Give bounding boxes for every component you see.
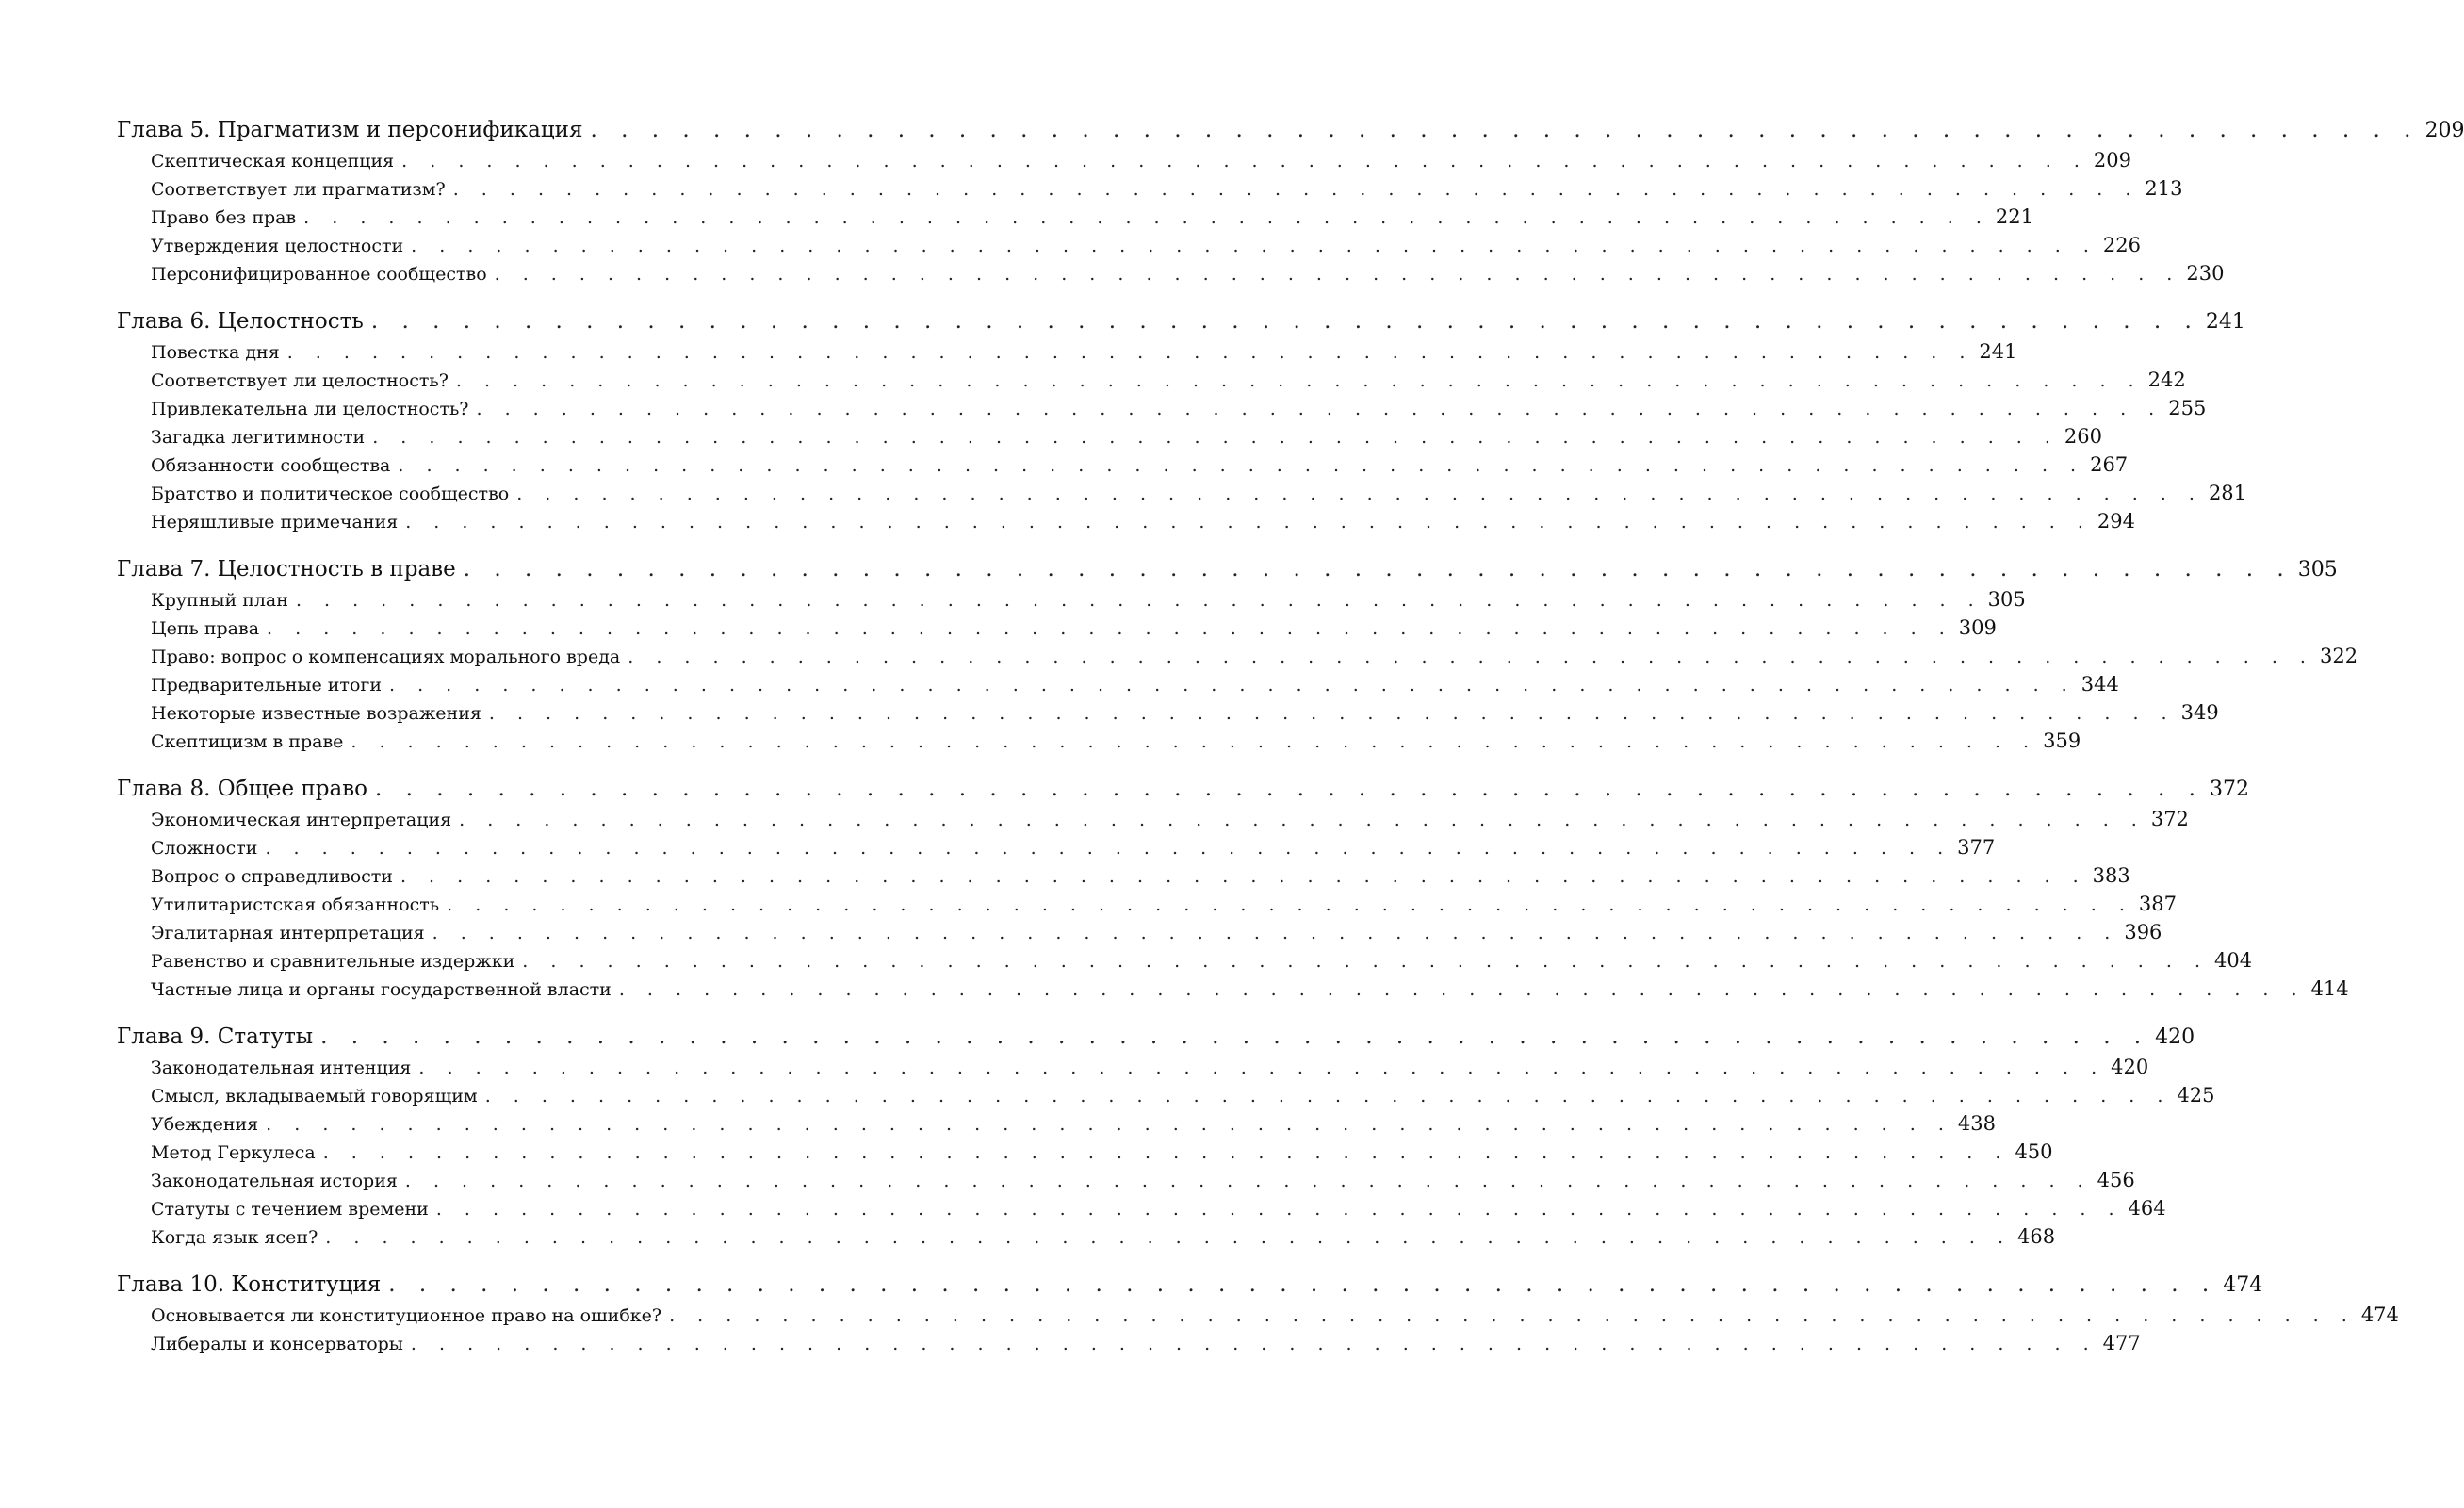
chapter-entry (117, 115, 2464, 146)
chapter-entry (117, 1022, 2195, 1053)
section-entry-title: Эгалитарная интерпретация (151, 923, 425, 943)
dot-leader: . . . . . . . . . . . . . . . . . . . . . . . . . . . . . . . . . . . . . . . . . . . . . . . . . . . . . . . . . . . . (351, 731, 2038, 752)
dot-leader: . . . . . . . . . . . . . . . . . . . . . . . . . . . . . . . . . . . . . . . . . . . . . . . . . . . . . . . . . . . . (463, 557, 2293, 582)
chapter-entry-page-number: 474 (2223, 1273, 2263, 1297)
dot-leader: . . . . . . . . . . . . . . . . . . . . . . . . . . . . . . . . . . . . . . . . . . . . . . . . . . . . . . . . . . . . (476, 399, 2163, 419)
section-entry-page-number: 322 (2319, 645, 2358, 667)
chapter-entry-page-number: 305 (2297, 558, 2338, 582)
section-entry-title: Статуты с течением времени (151, 1199, 429, 1220)
section-entry (117, 1194, 2166, 1222)
section-entry (117, 1166, 2135, 1194)
dot-leader: . . . . . . . . . . . . . . . . . . . . . . . . . . . . . . . . . . . . . . . . . . . . . . . . . . . . . . . . . . . . (400, 866, 2087, 887)
dot-leader: . . . . . . . . . . . . . . . . . . . . . . . . . . . . . . . . . . . . . . . . . . . . . . . . . . . . . . . . . . . . (389, 675, 2076, 696)
chapter-entry-page-number: 372 (2209, 778, 2249, 801)
section-entry (117, 918, 2162, 946)
chapter-entry-page-number: 209 (2424, 119, 2464, 142)
section-entry-page-number: 474 (2360, 1303, 2399, 1326)
section-entry (117, 203, 2033, 231)
section-entry-page-number: 438 (1957, 1112, 1996, 1135)
section-entry-title: Основывается ли конституционное право на ошибке? (151, 1305, 662, 1326)
table-of-contents (117, 115, 2464, 1376)
dot-leader: . . . . . . . . . . . . . . . . . . . . . . . . . . . . . . . . . . . . . . . . . . . . . . . . . . . . . . . . . . . . (267, 618, 1953, 639)
dot-leader: . . . . . . . . . . . . . . . . . . . . . . . . . . . . . . . . . . . . . . . . . . . . . . . . . . . . . . . . . . . . (447, 894, 2133, 915)
section-entry-title: Убеждения (151, 1114, 259, 1135)
dot-leader: . . . . . . . . . . . . . . . . . . . . . . . . . . . . . . . . . . . . . . . . . . . . . . . . . . . . . . . . . . . . (628, 647, 2314, 667)
section-entry (117, 642, 2358, 670)
section-entry-title: Либералы и консерваторы (151, 1334, 403, 1354)
section-entry-page-number: 309 (1958, 616, 1997, 639)
section-entry-page-number: 230 (2186, 262, 2225, 285)
section-entry-page-number: 450 (2015, 1140, 2053, 1163)
chapter-block (117, 115, 2464, 287)
section-entry-title: Неряшливые примечания (151, 512, 399, 533)
section-entry-page-number: 425 (2177, 1084, 2215, 1106)
section-entry (117, 1138, 2053, 1166)
section-entry-title: Сложности (151, 838, 258, 859)
section-entry-page-number: 420 (2111, 1056, 2149, 1078)
section-entry (117, 259, 2225, 287)
section-entry-page-number: 281 (2208, 482, 2247, 504)
section-entry (117, 1329, 2141, 1357)
dot-leader: . . . . . . . . . . . . . . . . . . . . . . . . . . . . . . . . . . . . . . . . . . . . . . . . . . . . . . . . . . . . (410, 1334, 2097, 1354)
section-entry (117, 146, 2131, 174)
section-entry (117, 614, 1997, 642)
section-entry-page-number: 456 (2097, 1169, 2135, 1191)
section-entry-title: Соответствует ли целостность? (151, 370, 449, 391)
dot-leader: . . . . . . . . . . . . . . . . . . . . . . . . . . . . . . . . . . . . . . . . . . . . . . . . . . . . . . . . . . . . (286, 342, 1974, 363)
section-entry (117, 670, 2119, 698)
section-entry (117, 422, 2103, 451)
section-entry (117, 479, 2247, 507)
chapter-entry (117, 774, 2249, 805)
dot-leader: . . . . . . . . . . . . . . . . . . . . . . . . . . . . . . . . . . . . . . . . . . . . . . . . . . . . . . . . . . . . (452, 179, 2140, 200)
section-entry-page-number: 294 (2097, 510, 2135, 533)
dot-leader: . . . . . . . . . . . . . . . . . . . . . . . . . . . . . . . . . . . . . . . . . . . . . . . . . . . . . . . . . . . . (370, 309, 2200, 334)
section-entry (117, 975, 2349, 1003)
section-entry-title: Предварительные итоги (151, 675, 382, 696)
section-entry (117, 1081, 2215, 1109)
section-entry-title: Повестка дня (151, 342, 280, 363)
chapter-entry-title: Глава 9. Статуты (117, 1024, 314, 1049)
dot-leader: . . . . . . . . . . . . . . . . . . . . . . . . . . . . . . . . . . . . . . . . . . . . . . . . . . . . . . . . . . . . (374, 777, 2204, 801)
section-entry-page-number: 213 (2145, 177, 2183, 200)
section-entry-title: Право: вопрос о компенсациях морального вреда (151, 647, 621, 667)
section-entry-page-number: 404 (2214, 949, 2253, 972)
dot-leader: . . . . . . . . . . . . . . . . . . . . . . . . . . . . . . . . . . . . . . . . . . . . . . . . . . . . . . . . . . . . (669, 1305, 2356, 1326)
section-entry (117, 727, 2081, 755)
section-entry (117, 698, 2219, 727)
dot-leader: . . . . . . . . . . . . . . . . . . . . . . . . . . . . . . . . . . . . . . . . . . . . . . . . . . . . . . . . . . . . (411, 236, 2097, 256)
section-entry-title: Соответствует ли прагматизм? (151, 179, 446, 200)
section-entry-title: Цепь права (151, 618, 260, 639)
chapter-block (117, 774, 2349, 1003)
section-entry-page-number: 242 (2147, 369, 2186, 391)
section-entry (117, 1053, 2149, 1081)
section-entry-title: Законодательная интенция (151, 1057, 412, 1078)
dot-leader: . . . . . . . . . . . . . . . . . . . . . . . . . . . . . . . . . . . . . . . . . . . . . . . . . . . . . . . . . . . . (516, 484, 2203, 504)
dot-leader: . . . . . . . . . . . . . . . . . . . . . . . . . . . . . . . . . . . . . . . . . . . . . . . . . . . . . . . . . . . . (494, 264, 2181, 285)
section-entry-page-number: 383 (2092, 864, 2130, 887)
section-entry (117, 337, 2017, 366)
chapter-entry-title: Глава 10. Конституция (117, 1272, 382, 1297)
section-entry-page-number: 396 (2124, 921, 2162, 943)
chapter-entry-page-number: 420 (2155, 1025, 2195, 1049)
section-entry-page-number: 305 (1987, 588, 2026, 611)
section-entry (117, 833, 1996, 861)
section-entry-title: Когда язык ясен? (151, 1227, 318, 1248)
section-entry-page-number: 221 (1995, 205, 2033, 228)
chapter-entry (117, 554, 2338, 585)
section-entry-title: Метод Геркулеса (151, 1142, 316, 1163)
chapter-entry (117, 1270, 2263, 1301)
section-entry-title: Персонифицированное сообщество (151, 264, 487, 285)
section-entry-page-number: 359 (2043, 729, 2081, 752)
dot-leader: . . . . . . . . . . . . . . . . . . . . . . . . . . . . . . . . . . . . . . . . . . . . . . . . . . . . . . . . . . . . (401, 151, 2088, 172)
chapter-entry-title: Глава 5. Прагматизм и персонификация (117, 118, 583, 142)
section-entry-title: Вопрос о справедливости (151, 866, 393, 887)
section-entry-title: Братство и политическое сообщество (151, 484, 510, 504)
section-entry-page-number: 241 (1979, 340, 2017, 363)
dot-leader: . . . . . . . . . . . . . . . . . . . . . . . . . . . . . . . . . . . . . . . . . . . . . . . . . . . . . . . . . . . . (435, 1199, 2123, 1220)
section-entry (117, 890, 2177, 918)
chapter-entry-page-number: 241 (2205, 310, 2245, 334)
section-entry-title: Право без прав (151, 207, 297, 228)
section-entry-page-number: 372 (2150, 808, 2189, 830)
dot-leader: . . . . . . . . . . . . . . . . . . . . . . . . . . . . . . . . . . . . . . . . . . . . . . . . . . . . . . . . . . . . (404, 1171, 2092, 1191)
section-entry-page-number: 344 (2081, 673, 2119, 696)
dot-leader: . . . . . . . . . . . . . . . . . . . . . . . . . . . . . . . . . . . . . . . . . . . . . . . . . . . . . . . . . . . . (522, 951, 2210, 972)
section-entry (117, 366, 2186, 394)
dot-leader: . . . . . . . . . . . . . . . . . . . . . . . . . . . . . . . . . . . . . . . . . . . . . . . . . . . . . . . . . . . . (322, 1142, 2010, 1163)
chapter-block (117, 306, 2247, 535)
section-entry-title: Утверждения целостности (151, 236, 404, 256)
dot-leader: . . . . . . . . . . . . . . . . . . . . . . . . . . . . . . . . . . . . . . . . . . . . . . . . . . . . . . . . . . . . (266, 1114, 1952, 1135)
dot-leader: . . . . . . . . . . . . . . . . . . . . . . . . . . . . . . . . . . . . . . . . . . . . . . . . . . . . . . . . . . . . (484, 1086, 2172, 1106)
dot-leader: . . . . . . . . . . . . . . . . . . . . . . . . . . . . . . . . . . . . . . . . . . . . . . . . . . . . . . . . . . . . (320, 1024, 2150, 1049)
dot-leader: . . . . . . . . . . . . . . . . . . . . . . . . . . . . . . . . . . . . . . . . . . . . . . . . . . . . . . . . . . . . (455, 370, 2143, 391)
chapter-block (117, 1022, 2215, 1251)
section-entry-page-number: 255 (2168, 397, 2207, 419)
section-entry-title: Частные лица и органы государственной власти (151, 979, 612, 1000)
section-entry (117, 451, 2129, 479)
section-entry-page-number: 226 (2102, 234, 2141, 256)
section-entry-title: Скептическая концепция (151, 151, 395, 172)
section-entry (117, 1301, 2399, 1329)
section-entry-page-number: 377 (1957, 836, 1996, 859)
dot-leader: . . . . . . . . . . . . . . . . . . . . . . . . . . . . . . . . . . . . . . . . . . . . . . . . . . . . . . . . . . . . (418, 1057, 2106, 1078)
section-entry-page-number: 414 (2310, 977, 2349, 1000)
chapter-entry-title: Глава 7. Целостность в праве (117, 557, 456, 582)
dot-leader: . . . . . . . . . . . . . . . . . . . . . . . . . . . . . . . . . . . . . . . . . . . . . . . . . . . . . . . . . . . . (488, 703, 2176, 724)
section-entry-page-number: 209 (2093, 149, 2131, 172)
section-entry-title: Смысл, вкладываемый говорящим (151, 1086, 478, 1106)
dot-leader: . . . . . . . . . . . . . . . . . . . . . . . . . . . . . . . . . . . . . . . . . . . . . . . . . . . . . . . . . . . . (303, 207, 1990, 228)
dot-leader: . . . . . . . . . . . . . . . . . . . . . . . . . . . . . . . . . . . . . . . . . . . . . . . . . . . . . . . . . . . . (295, 590, 1983, 611)
section-entry (117, 231, 2141, 259)
chapter-entry-title: Глава 6. Целостность (117, 309, 364, 334)
section-entry-title: Законодательная история (151, 1171, 398, 1191)
dot-leader: . . . . . . . . . . . . . . . . . . . . . . . . . . . . . . . . . . . . . . . . . . . . . . . . . . . . . . . . . . . . (618, 979, 2306, 1000)
section-entry-title: Привлекательна ли целостность? (151, 399, 469, 419)
section-entry (117, 805, 2189, 833)
section-entry-title: Обязанности сообщества (151, 455, 391, 476)
section-entry-page-number: 387 (2138, 893, 2177, 915)
chapter-block (117, 1270, 2399, 1357)
dot-leader: . . . . . . . . . . . . . . . . . . . . . . . . . . . . . . . . . . . . . . . . . . . . . . . . . . . . . . . . . . . . (459, 810, 2146, 830)
dot-leader: . . . . . . . . . . . . . . . . . . . . . . . . . . . . . . . . . . . . . . . . . . . . . . . . . . . . . . . . . . . . (388, 1272, 2218, 1297)
dot-leader: . . . . . . . . . . . . . . . . . . . . . . . . . . . . . . . . . . . . . . . . . . . . . . . . . . . . . . . . . . . . (590, 118, 2420, 142)
section-entry-title: Некоторые известные возражения (151, 703, 481, 724)
section-entry-page-number: 267 (2090, 453, 2129, 476)
section-entry (117, 861, 2130, 890)
section-entry (117, 946, 2253, 975)
section-entry-title: Утилитаристская обязанность (151, 894, 440, 915)
chapter-entry (117, 306, 2245, 337)
section-entry (117, 507, 2135, 535)
dot-leader: . . . . . . . . . . . . . . . . . . . . . . . . . . . . . . . . . . . . . . . . . . . . . . . . . . . . . . . . . . . . (325, 1227, 2012, 1248)
section-entry-title: Экономическая интерпретация (151, 810, 452, 830)
section-entry (117, 394, 2207, 422)
dot-leader: . . . . . . . . . . . . . . . . . . . . . . . . . . . . . . . . . . . . . . . . . . . . . . . . . . . . . . . . . . . . (432, 923, 2119, 943)
dot-leader: . . . . . . . . . . . . . . . . . . . . . . . . . . . . . . . . . . . . . . . . . . . . . . . . . . . . . . . . . . . . (405, 512, 2092, 533)
section-entry-page-number: 464 (2128, 1197, 2166, 1220)
section-entry-title: Равенство и сравнительные издержки (151, 951, 515, 972)
section-entry-title: Загадка легитимности (151, 427, 366, 448)
section-entry-page-number: 468 (2017, 1225, 2056, 1248)
section-entry-page-number: 349 (2180, 701, 2219, 724)
section-entry (117, 174, 2183, 203)
dot-leader: . . . . . . . . . . . . . . . . . . . . . . . . . . . . . . . . . . . . . . . . . . . . . . . . . . . . . . . . . . . . (398, 455, 2085, 476)
dot-leader: . . . . . . . . . . . . . . . . . . . . . . . . . . . . . . . . . . . . . . . . . . . . . . . . . . . . . . . . . . . . (265, 838, 1952, 859)
chapter-block (117, 554, 2358, 755)
section-entry (117, 1109, 1996, 1138)
chapter-entry-title: Глава 8. Общее право (117, 777, 367, 801)
section-entry-title: Крупный план (151, 590, 288, 611)
dot-leader: . . . . . . . . . . . . . . . . . . . . . . . . . . . . . . . . . . . . . . . . . . . . . . . . . . . . . . . . . . . . (372, 427, 2059, 448)
section-entry-page-number: 260 (2064, 425, 2103, 448)
section-entry (117, 1222, 2056, 1251)
section-entry (117, 585, 2026, 614)
section-entry-title: Скептицизм в праве (151, 731, 344, 752)
section-entry-page-number: 477 (2102, 1332, 2141, 1354)
